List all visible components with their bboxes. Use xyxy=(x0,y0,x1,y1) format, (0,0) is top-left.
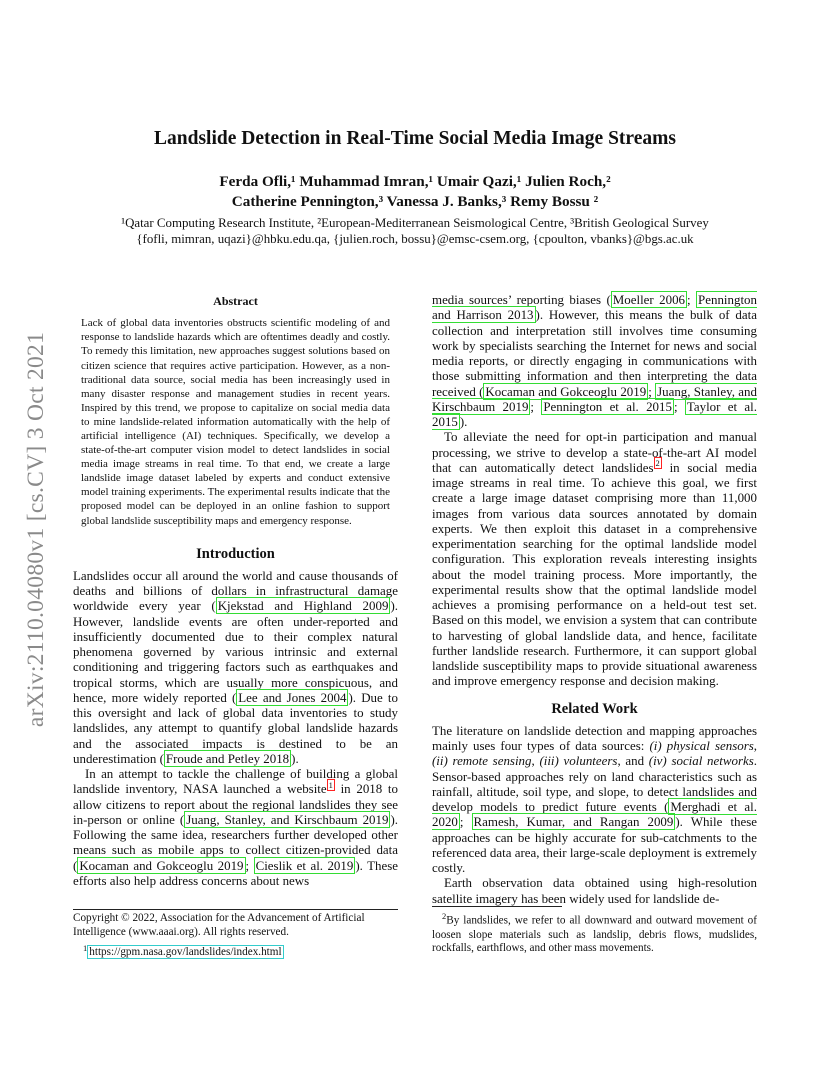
citation-link[interactable]: Kjekstad and Highland 2009 xyxy=(217,598,389,614)
citation-link[interactable]: Juang, Stanley, and Kirschbaum 2019 xyxy=(432,383,757,414)
footnote-1: $^1$ https://gpm.nasa.gov/landslides/index.html xyxy=(83,942,282,959)
footnote-rule-left xyxy=(73,909,398,910)
intro-paragraph-2: In an attempt to tackle the challenge of building a global landslide inventory, NASA launched a website $^1$ in 2018 to allow citizens to report about the regional landslides they see in-person or online ( Juang, Stanley, and Kirschbaum 2019 ). Following the same idea, researchers further developed other means such as mobile apps to collect citizen-provided data ( Kocaman and Gokceoglu 2019 ; Cieslik et al. 2019 ). These efforts also help address concerns about news xyxy=(73,766,398,888)
copyright-notice: Copyright © 2022, Association for the Advancement of Artificial Intelligence (www.aaai.org). All rights reserved. xyxy=(73,912,365,938)
footnote-2: $^2$By landslides, we refer to all downward and outward movement of loosen slope materials such as landslip, debris flows, mudslides, rockfalls, earthflows, and other mass movements. xyxy=(432,911,757,955)
related-paragraph-1: The literature on landslide detection and mapping approaches mainly uses four types of data sources: (i) physical sensors, (ii) remote sensing, (iii) volunteers, and (iv) social networks. Sensor-based approaches rely on land characteristics such as rainfall, altitude, soil type, and slope, to detect landslides and develop models to predict future events ( Merghadi et al. 2020 ; Ramesh, Kumar, and Rangan 2009 ). While these approaches can be highly accurate for sub-catchments to the referenced data area, their large-scale deployment is extremely costly. xyxy=(432,722,758,875)
affiliation-block xyxy=(73,215,757,247)
footnote-ref-1[interactable]: 1 xyxy=(328,780,333,791)
footnote-rule-right xyxy=(432,906,562,907)
author-block xyxy=(73,172,757,212)
arxiv-side-stamp xyxy=(22,298,52,760)
citation-link[interactable]: Moeller 2006 xyxy=(612,292,686,307)
citation-link[interactable]: Froude and Petley 2018 xyxy=(165,750,290,766)
citation-link[interactable]: Merghadi et al. 2020 xyxy=(432,799,757,830)
introduction-heading: Introduction xyxy=(196,545,275,562)
arxiv-identifier: arXiv:2110.04080v1 [cs.CV] 3 Oct 2021 xyxy=(23,331,50,727)
intro-paragraph-1: Landslides occur all around the world and cause thousands of deaths and billions of dollars in infrastructural damage worldwide every year ( Kjekstad and Highland 2009 ). However, landslide events are often under-reported and insufficiently documented due to their complex natural phenomena governed by various intrinsic and external conditioning and triggering factors such as earthquakes and tropical storms, which are usually more conspicuous, and hence, more widely reported ( Lee and Jones 2004 ). Due to this oversight and lack of global data inventories to study landslides, any attempt to quantify global landslide hazards and the associated impacts is destined to be an underestimation ( Froude and Petley 2018 ). xyxy=(73,567,398,766)
abstract-heading: Abstract xyxy=(213,294,258,308)
affiliation-line: ¹Qatar Computing Research Institute, ²European-Mediterranean Seismological Centre, ³British Geological Survey xyxy=(121,216,709,230)
citation-link[interactable]: Pennington and Harrison 2013 xyxy=(432,292,757,323)
right-column xyxy=(432,292,757,906)
citation-link[interactable]: Pennington et al. 2015 xyxy=(543,398,672,414)
citation-link[interactable]: Juang, Stanley, and Kirschbaum 2019 xyxy=(186,811,389,827)
footnotes-right xyxy=(432,910,757,956)
author-line-2: Catherine Pennington,³ Vanessa J. Banks,³ Remy Bossu ² xyxy=(231,193,599,210)
citation-link[interactable]: Taylor et al. 2015 xyxy=(432,398,757,429)
footnote-url-link[interactable]: https://gpm.nasa.gov/landslides/index.html xyxy=(89,946,282,959)
intro-paragraph-3: To alleviate the need for opt-in participation and manual processing, we strive to develop a state-of-the-art AI model that can automatically detect landslides $^2$ in social media image streams in real time. To achieve this goal, we first create a large image dataset comprising more than 11,000 images from various data sources annotated by domain experts. We then exploit this dataset in a comprehensive experimentation searching for the optimal landslide model configuration. This exploration reveals interesting insights about the model training process. More importantly, the experimental results show that the optimal landslide model achieves a promising performance on a held-out test set. Based on this model, we envision a system that can contribute to harvesting of global landslide data, and hence, facilitate further landslide research. Furthermore, it can support global landslide susceptibility maps to provide situational awareness and improve emergency response and decision making. xyxy=(432,429,757,689)
related-work-heading: Related Work xyxy=(551,700,638,717)
citation-link[interactable]: Kocaman and Gokceoglu 2019 xyxy=(79,857,244,873)
left-column xyxy=(73,292,398,888)
citation-link[interactable]: Cieslik et al. 2019 xyxy=(255,857,354,873)
paper-title: Landslide Detection in Real-Time Social Media Image Streams xyxy=(154,128,676,149)
email-line: {fofli, mimran, uqazi}@hbku.edu.qa, {julien.roch, bossu}@emsc-csem.org, {cpoulton, vbanks}@bgs.ac.uk xyxy=(136,232,694,246)
footnote-ref-2[interactable]: 2 xyxy=(655,458,660,469)
related-paragraph-2: Earth observation data obtained using high-resolution satellite imagery has been widely used for landslide de- xyxy=(432,875,757,906)
footnotes-left xyxy=(73,912,398,960)
author-line-1: Ferda Ofli,¹ Muhammad Imran,¹ Umair Qazi,¹ Julien Roch,² xyxy=(219,173,611,190)
citation-link[interactable]: Ramesh, Kumar, and Rangan 2009 xyxy=(473,814,674,830)
citation-link[interactable]: Kocaman and Gokceoglu 2019 xyxy=(485,383,647,399)
citation-link[interactable]: Lee and Jones 2004 xyxy=(238,689,347,705)
abstract-text: Lack of global data inventories obstructs scientific modeling of and response to landslide hazards which are oftentimes deadly and costly. To remedy this limitation, new approaches suggest solutions based on citizen science that requires active participation. However, as a non-traditional data source, social media has been increasingly used in many disaster response and management studies in recent years. Inspired by this trend, we propose to capitalize on social media data to mine landslide-related information automatically with the help of artificial intelligence (AI) techniques. Specifically, we develop a state-of-the-art computer vision model to detect landslides in social media image streams in real time. To that end, we create a large landslide image dataset labeled by experts and conduct extensive model training experiments. The experimental results indicate that the proposed model can be deployed in an online fashion to support global landslide susceptibility maps and emergency response. xyxy=(81,317,390,527)
intro-paragraph-continued: media sources’ reporting biases ( Moeller 2006 ; Pennington and Harrison 2013 ). However, this means the bulk of data collection and interpretation still involves time consuming work by specialists searching the Internet for news and social media reports, or directly engaging in communications with those submitting information and then interpreting the data received ( Kocaman and Gokceoglu 2019 ; Juang, Stanley, and Kirschbaum 2019 ; Pennington et al. 2015 ; Taylor et al. 2015 ). xyxy=(432,292,757,429)
